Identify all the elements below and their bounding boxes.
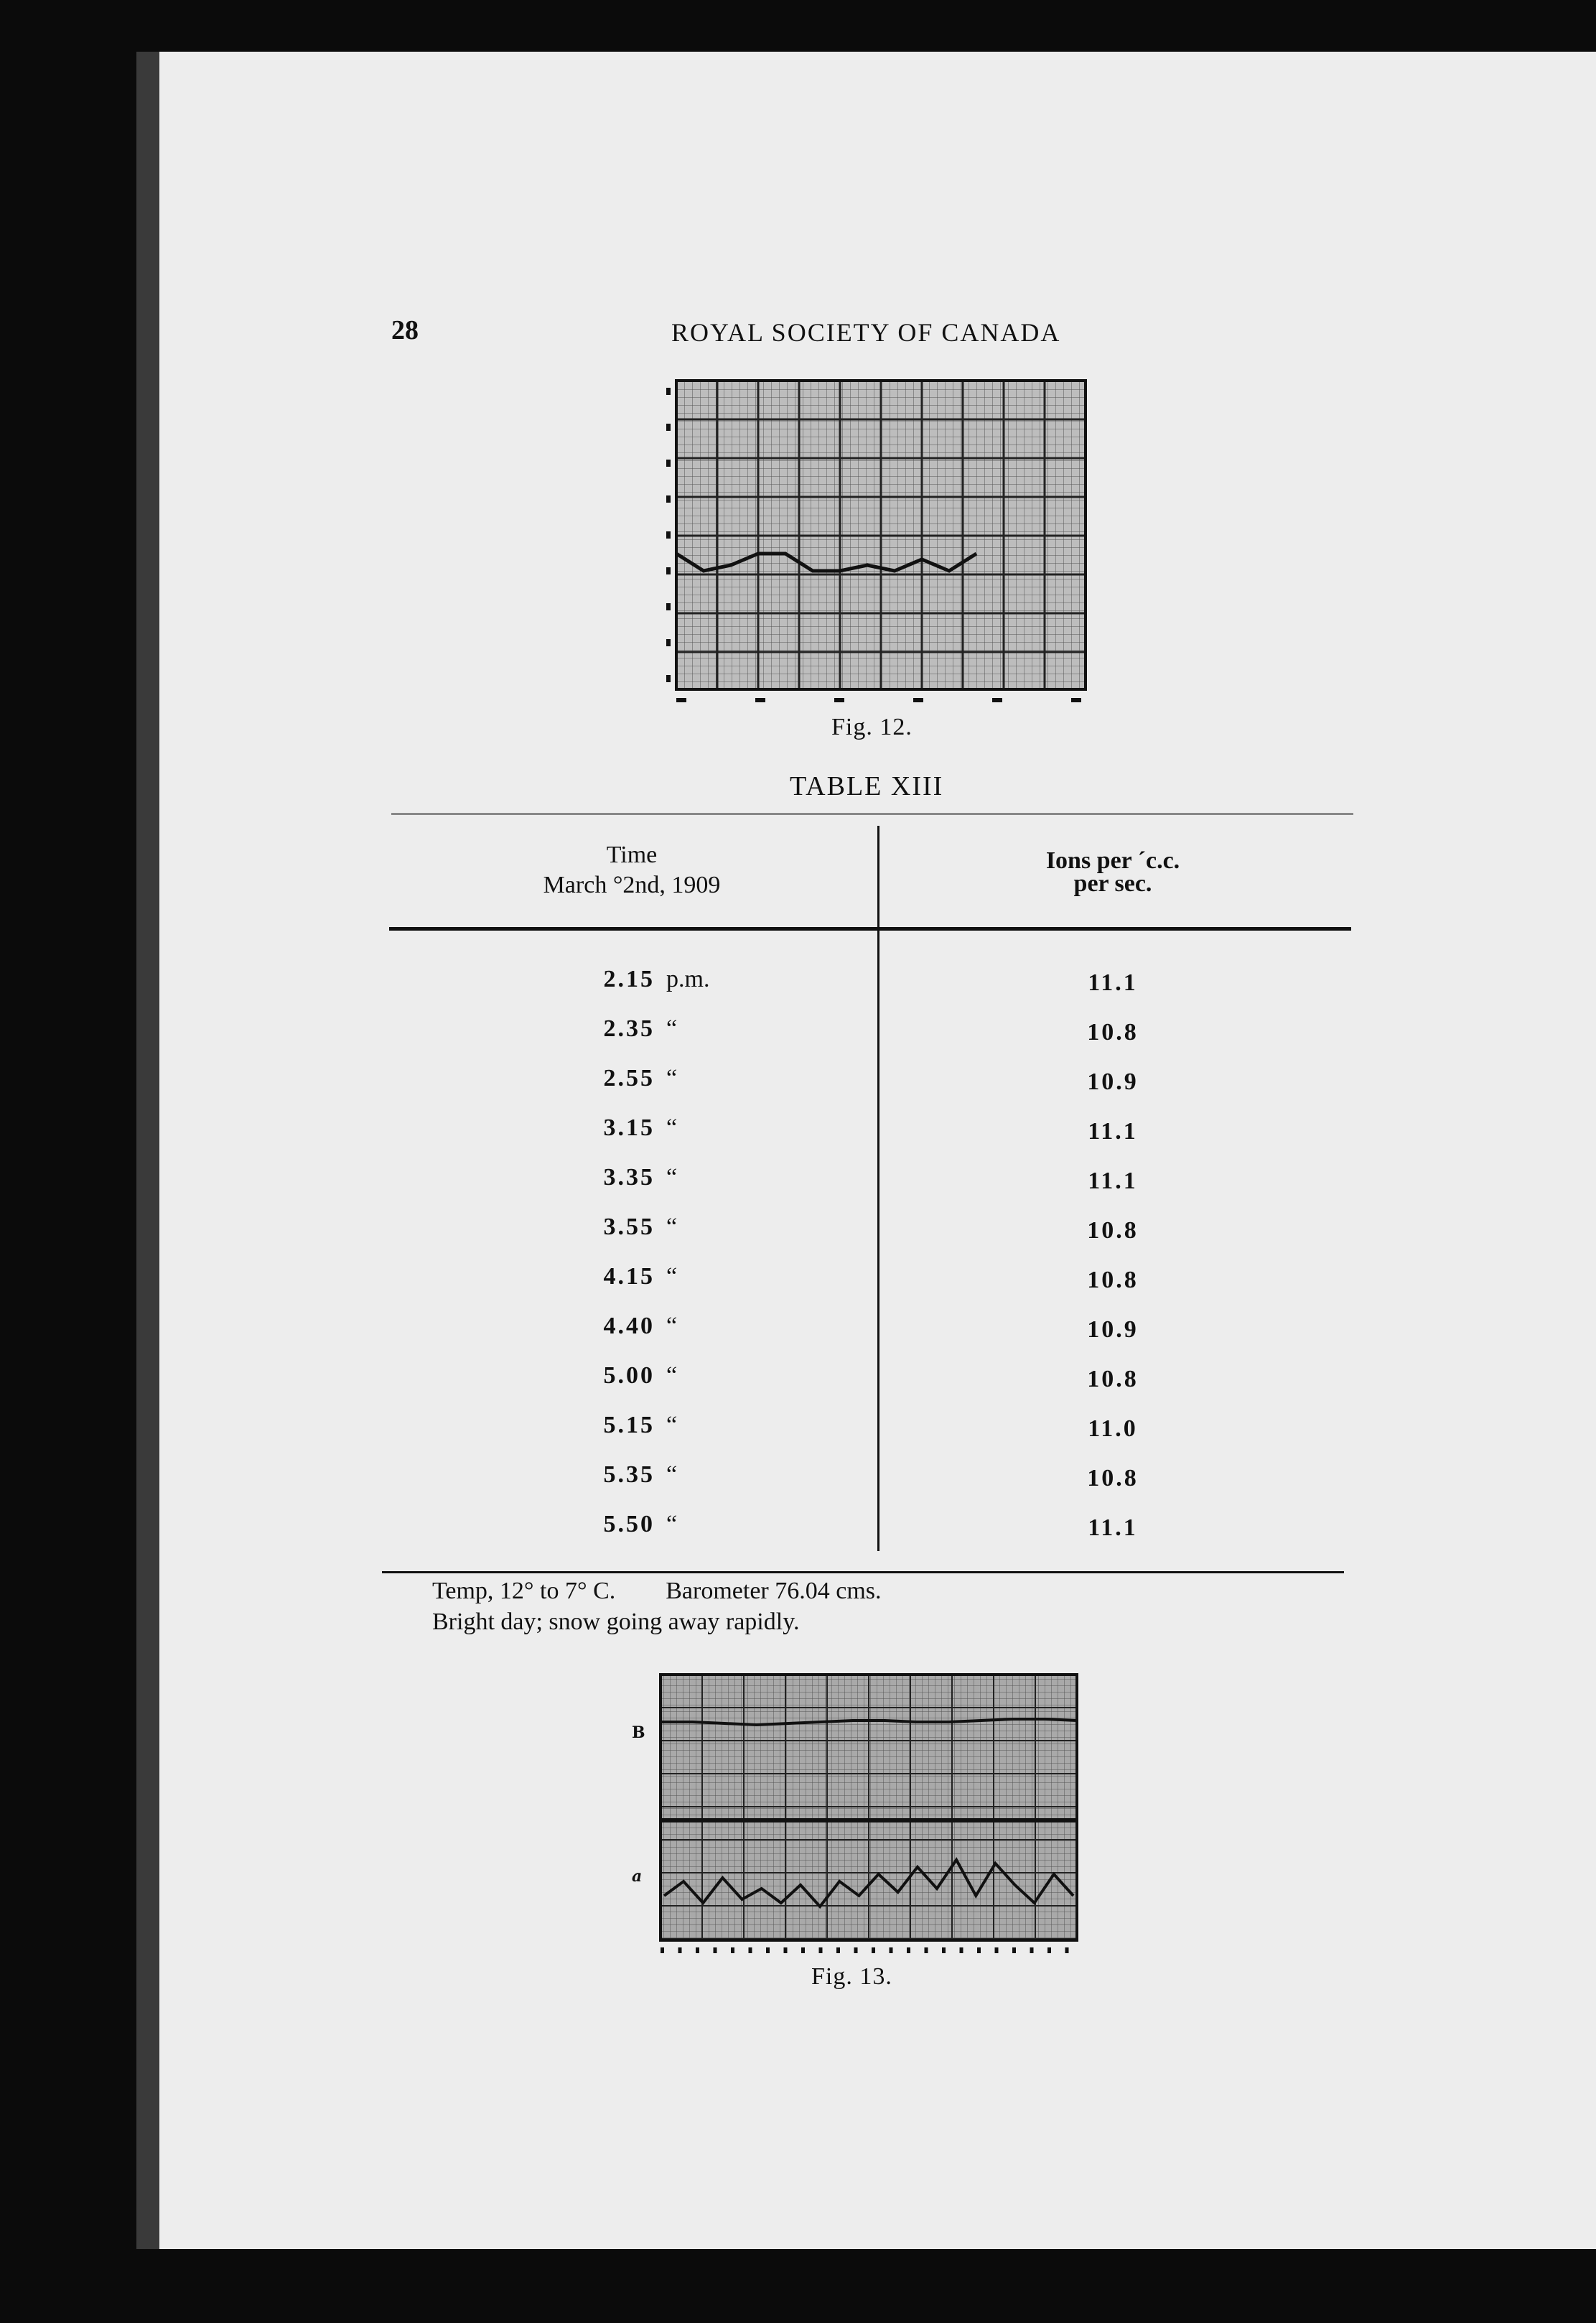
table-row-ions: 11.0 [1088, 1415, 1138, 1442]
table-row-time [574, 1313, 754, 1340]
time-suffix: “ [666, 1313, 678, 1339]
table-top-rule [391, 813, 1353, 815]
table-row-ions: 10.8 [1087, 1465, 1139, 1491]
table-title: TABLE XIII [790, 771, 944, 801]
column-header-time [503, 840, 761, 900]
figure-12-chart [661, 373, 1106, 711]
table-row-time [574, 1065, 754, 1092]
time-value: 2.35 [603, 1015, 655, 1042]
time-value: 5.15 [603, 1412, 655, 1438]
table-row-time [574, 1412, 754, 1439]
time-value: 3.55 [603, 1214, 655, 1240]
table-row-ions: 10.9 [1087, 1069, 1139, 1095]
table-row-time [574, 1263, 754, 1290]
time-value: 5.00 [603, 1362, 655, 1389]
column-header-time-line2: March °2nd, 1909 [543, 872, 721, 898]
table-row-ions: 11.1 [1088, 1118, 1138, 1145]
table-row-time [574, 1015, 754, 1043]
time-value: 3.15 [603, 1114, 655, 1141]
time-suffix: “ [666, 1015, 678, 1042]
time-value: 4.15 [603, 1263, 655, 1290]
table-row-time [574, 966, 754, 993]
figure-12-caption: Fig. 12. [831, 714, 913, 740]
column-header-time-line1: Time [606, 842, 658, 868]
table-row-ions: 10.8 [1087, 1217, 1139, 1244]
figure-13-series-b-label: B [632, 1723, 645, 1742]
page-edge-shadow [136, 52, 162, 2249]
table-row-time [574, 1362, 754, 1389]
note-temp-barometer [432, 1578, 882, 1605]
note-barometer: Barometer 76.04 cms. [666, 1578, 882, 1604]
table-row-ions: 10.8 [1087, 1366, 1139, 1392]
column-header-ions-line1: Ions per ´c.c. [1045, 847, 1180, 874]
table-header-rule [389, 927, 1351, 931]
table-row-time [574, 1114, 754, 1142]
table-row-ions: 10.8 [1087, 1267, 1139, 1293]
time-value: 2.55 [603, 1065, 655, 1091]
time-suffix: “ [666, 1461, 678, 1488]
running-head: ROYAL SOCIETY OF CANADA [671, 318, 1061, 347]
time-suffix: “ [666, 1065, 678, 1091]
time-value: 4.40 [603, 1313, 655, 1339]
table-column-divider [877, 826, 879, 1551]
note-weather: Bright day; snow going away rapidly. [432, 1609, 800, 1635]
table-row-time [574, 1214, 754, 1241]
figure-13-caption: Fig. 13. [811, 1963, 892, 1990]
page-number: 28 [391, 315, 419, 345]
time-suffix: “ [666, 1511, 678, 1537]
time-suffix: “ [666, 1164, 678, 1191]
table-row-time [574, 1511, 754, 1538]
table-row-ions: 11.1 [1088, 969, 1138, 996]
time-suffix: “ [666, 1114, 678, 1141]
time-suffix: “ [666, 1263, 678, 1290]
table-bottom-rule [382, 1571, 1344, 1573]
time-value: 5.50 [603, 1511, 655, 1537]
column-header-ions-line2: per sec. [1073, 870, 1152, 897]
time-suffix: “ [666, 1214, 678, 1240]
figure-13-chart [625, 1666, 1084, 1960]
time-value: 3.35 [603, 1164, 655, 1191]
note-temperature: Temp, 12° to 7° C. [432, 1578, 616, 1604]
time-suffix: “ [666, 1362, 678, 1389]
figure-13-series-a-label: a [632, 1867, 643, 1886]
time-value: 2.15 [603, 966, 655, 992]
table-row-ions: 10.9 [1087, 1316, 1139, 1343]
time-suffix: p.m. [666, 966, 710, 992]
table-row-ions: 10.8 [1087, 1019, 1139, 1046]
time-suffix: “ [666, 1412, 678, 1438]
table-row-time [574, 1461, 754, 1489]
table-row-ions: 11.1 [1088, 1168, 1138, 1194]
table-row-time [574, 1164, 754, 1191]
time-value: 5.35 [603, 1461, 655, 1488]
table-row-ions: 11.1 [1088, 1514, 1138, 1541]
column-header-ions [1005, 846, 1221, 899]
